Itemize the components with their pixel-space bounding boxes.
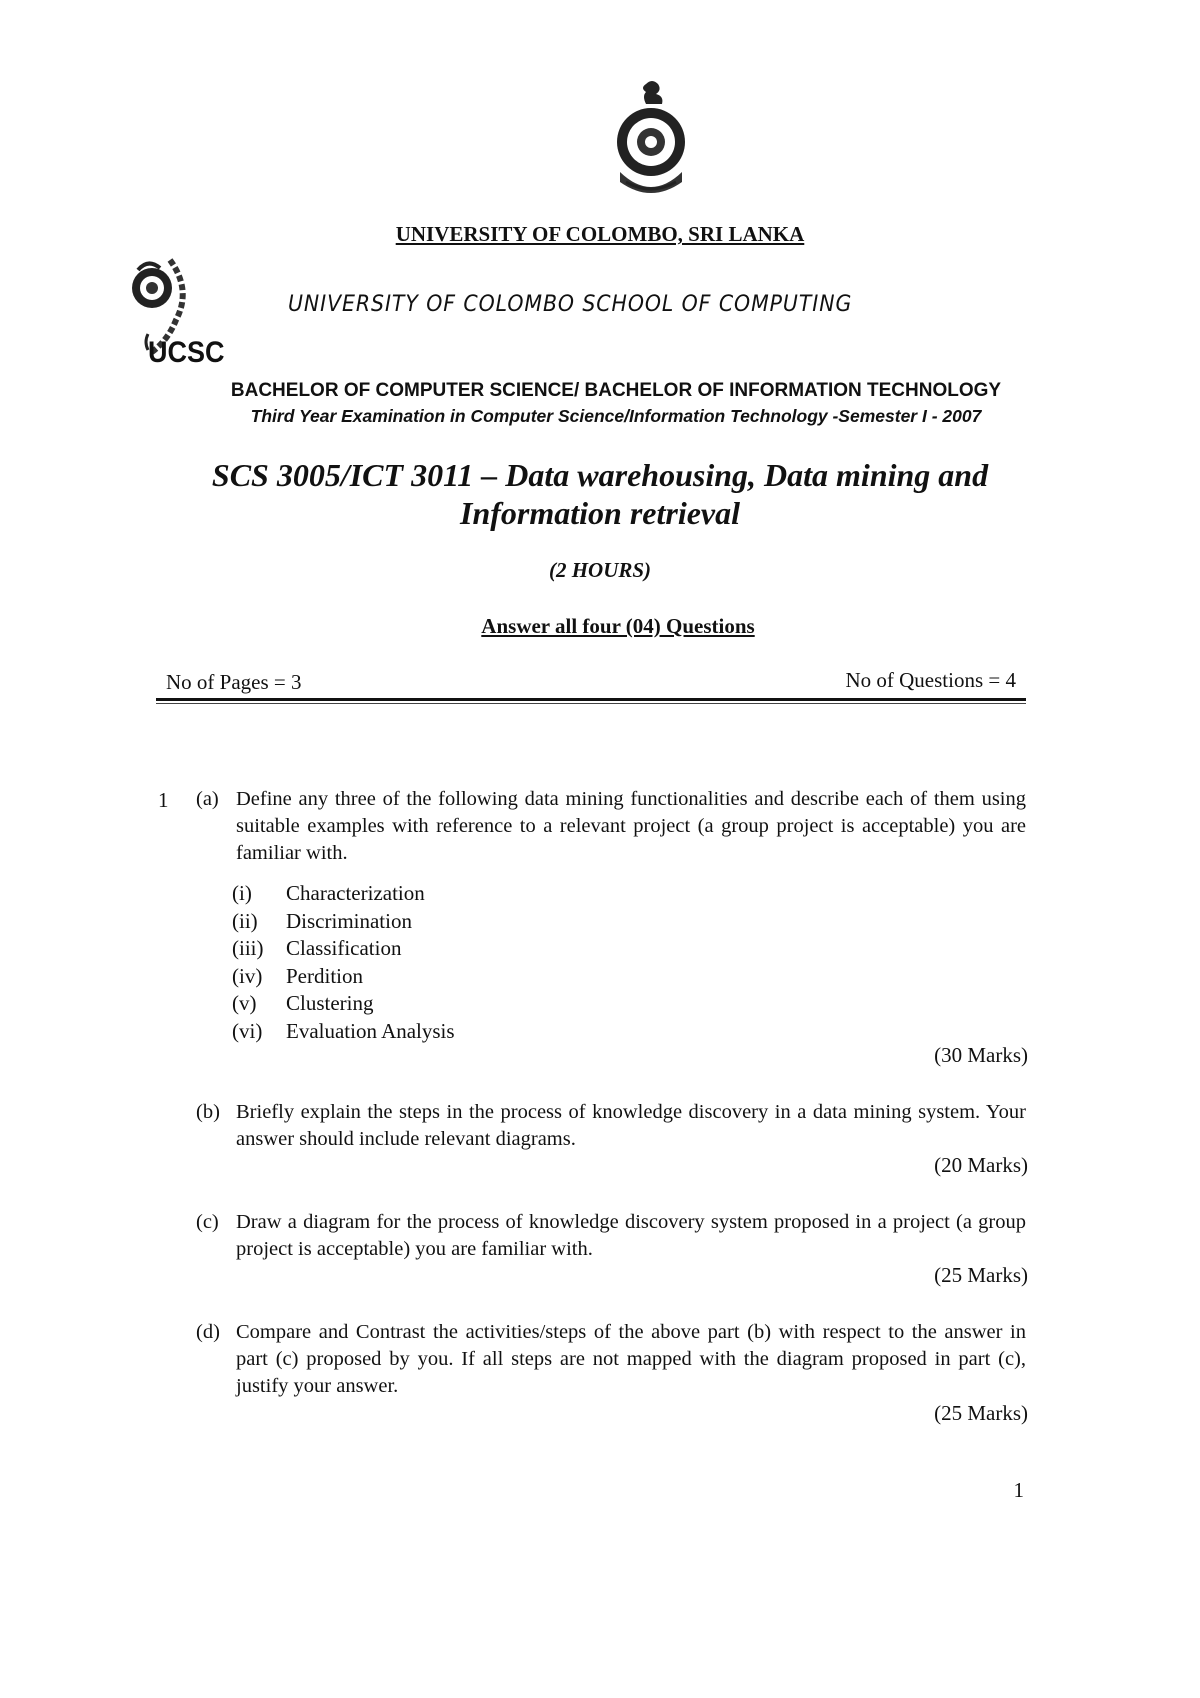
part-text: Compare and Contrast the activities/steps of the above part (b) with respect to the answer in part (c) proposed by you. If all steps are not mapped with the diagram proposed in part (c), justify your answer. — [236, 1321, 1026, 1397]
part-label: (b) — [196, 1101, 220, 1123]
instruction — [0, 614, 1200, 639]
page-number: 1 — [1013, 1478, 1024, 1502]
question-part-c — [196, 1209, 1026, 1263]
instruction-text: Answer all four (04) Questions — [481, 614, 755, 638]
list-item — [232, 963, 455, 991]
course-title-line2: Information retrieval — [459, 495, 740, 531]
part-text: Draw a diagram for the process of knowledge discovery system proposed in a project (a group project is acceptable) you are familiar with. — [236, 1211, 1026, 1260]
university-crest-icon — [606, 78, 696, 200]
exam-title: Third Year Examination in Computer Science/Information Technology -Semester I - 2007 — [250, 406, 982, 426]
school-name: UNIVERSITY OF COLOMBO SCHOOL OF COMPUTING — [288, 292, 853, 317]
list-item — [232, 935, 455, 963]
marks-part-a: (30 Marks) — [934, 1043, 1028, 1067]
part-text: Briefly explain the steps in the process of knowledge discovery in a data mining system. Your answer should include relevant diagrams. — [236, 1101, 1026, 1150]
course-title — [0, 456, 1200, 532]
list-item — [232, 1018, 455, 1046]
exam-duration: (2 HOURS) — [548, 558, 652, 582]
part-label: (d) — [196, 1321, 220, 1343]
part-text: Define any three of the following data mining functionalities and describe each of them using suitable examples with reference to a relevant project (a group project is acceptable) you are familiar with. — [236, 788, 1026, 864]
list-item-number: (v) — [232, 991, 257, 1015]
functionality-list — [232, 880, 455, 1045]
list-item — [232, 990, 455, 1018]
marks-part-b: (20 Marks) — [934, 1153, 1028, 1177]
course-title-line1: SCS 3005/ICT 3011 – Data warehousing, Data mining and — [211, 457, 989, 493]
university-name — [0, 222, 1200, 247]
list-item-text: Clustering — [286, 991, 374, 1015]
list-item-text: Discrimination — [286, 908, 412, 933]
university-name-text: UNIVERSITY OF COLOMBO, SRI LANKA — [395, 222, 805, 246]
header-divider-thin — [156, 703, 1026, 704]
degree-title: BACHELOR OF COMPUTER SCIENCE/ BACHELOR OF INFORMATION TECHNOLOGY — [230, 380, 1002, 401]
question-number: 1 — [158, 788, 169, 812]
marks-part-d: (25 Marks) — [934, 1401, 1028, 1425]
list-item-text: Characterization — [286, 881, 425, 905]
ucsc-logo-text: UCSC — [148, 336, 225, 369]
question-part-b — [196, 1099, 1026, 1153]
header-divider — [156, 698, 1026, 701]
list-item — [232, 908, 455, 936]
page-count: No of Pages = 3 — [166, 670, 302, 694]
list-item-number: (iii) — [232, 936, 264, 960]
list-item-number: (iv) — [232, 963, 263, 988]
list-item-number: (i) — [232, 881, 252, 905]
list-item-text: Classification — [286, 936, 402, 960]
question-part-a — [196, 786, 1026, 867]
list-item — [232, 880, 455, 908]
list-item-number: (ii) — [232, 908, 258, 933]
list-item-text: Evaluation Analysis — [286, 1018, 455, 1043]
list-item-text: Perdition — [286, 963, 363, 988]
list-item-number: (vi) — [232, 1018, 263, 1043]
marks-part-c: (25 Marks) — [934, 1263, 1028, 1287]
question-part-d — [196, 1319, 1026, 1400]
part-label: (c) — [196, 1211, 219, 1233]
part-label: (a) — [196, 788, 219, 810]
question-count: No of Questions = 4 — [845, 668, 1016, 692]
